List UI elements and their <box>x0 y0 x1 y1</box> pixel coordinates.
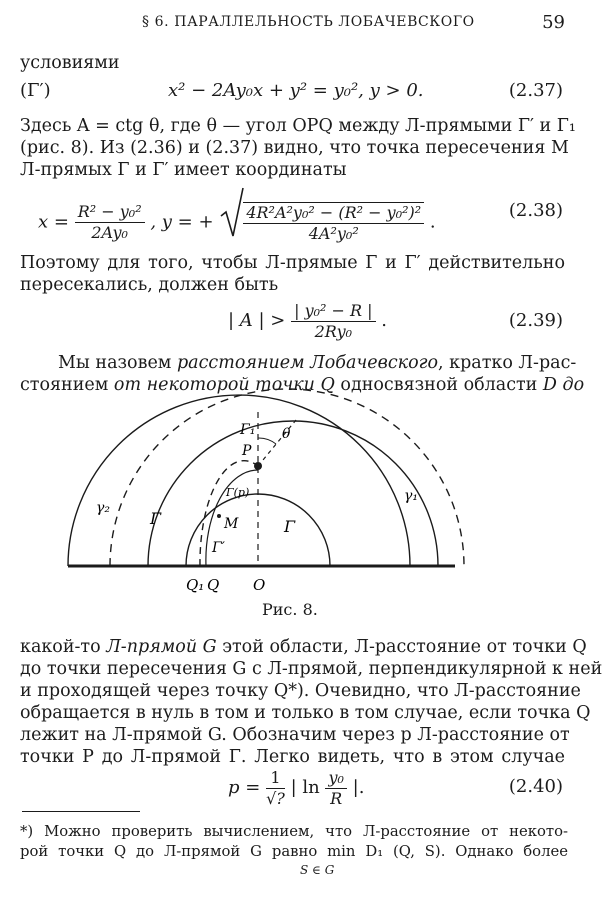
term-lobachevsky-distance: расстоянием Лобачевского <box>176 353 439 373</box>
eq-2-37: x² − 2Ay₀x + y² = y₀², y > 0. <box>168 80 424 101</box>
term-from-point: от некоторой точки Q <box>113 375 335 395</box>
radical-sign <box>219 186 245 259</box>
point-p <box>254 462 262 470</box>
text-line: Поэтому для того, чтобы Л-прямые Γ и Γ′ действительно <box>20 253 565 273</box>
text-span: какой-то <box>20 637 107 657</box>
label-gamma1: γ₁ <box>404 488 418 504</box>
text-line: Здесь A = ctg θ, где θ — угол OPQ между Л-прямыми Γ′ и Γ₁ <box>20 116 576 136</box>
eq-2-40-log-numerator: y₀ <box>325 768 346 789</box>
section-title: § 6. ПАРАЛЛЕЛЬНОСТЬ ЛОБАЧЕВСКОГО <box>142 14 475 30</box>
text-line: точки P до Л-прямой Γ. Легко видеть, что в этом случае <box>20 747 565 767</box>
figure-8 <box>0 400 579 600</box>
label-q: Q <box>207 576 220 594</box>
label-theta: θ <box>282 426 291 442</box>
eq-2-40-lhs: p = <box>228 777 261 798</box>
text-line <box>20 636 587 658</box>
eq-2-38-x-fraction <box>75 202 145 243</box>
eq-2-40-denominator: √? <box>266 788 285 808</box>
eq-2-38-y-fraction <box>243 202 424 244</box>
eq-2-38-y: , y = + <box>150 211 214 233</box>
text-line <box>20 352 577 374</box>
semicircle-gamma-dashed <box>110 389 464 566</box>
text-line: и проходящей через точку Q*). Очевидно, что Л-расстояние <box>20 681 581 701</box>
eq-2-40-numerator: 1 <box>266 768 285 789</box>
footnote-subscript: S ∈ G <box>300 863 335 877</box>
label-m: M <box>224 516 239 532</box>
eq-2-39-denominator: 2Ry₀ <box>314 321 353 341</box>
eq-2-40-log-denominator: R <box>330 788 343 808</box>
eq-2-38-x-denominator: 2Ay₀ <box>91 223 128 242</box>
text-line <box>20 374 585 396</box>
label-o: O <box>253 576 266 594</box>
eq-2-40-log-fraction <box>325 768 346 809</box>
text-line: лежит на Л-прямой G. Обозначим через p Л-расстояние от <box>20 725 570 745</box>
label-gamma1-top: Γ₁ <box>240 422 256 438</box>
eq-2-38-y-denominator: 4A²y₀² <box>308 223 359 243</box>
running-header <box>0 12 579 36</box>
eq-2-38-x: x = <box>38 211 69 233</box>
eq-2-38: x = $\frac{\text{R² − y₀²}}{\text{2Ay₀}}$ , y = + $\frac{\text{4R²A²y₀² − (R² − y₀²)²}}{\text{4A²y₀²}}$ . <box>38 186 436 238</box>
eq-2-40-number: (2.40) <box>508 776 563 797</box>
eq-2-39-fraction <box>291 301 375 342</box>
eq-2-39-numerator: | y₀² − R | <box>291 301 375 322</box>
radical-icon <box>219 186 245 238</box>
eq-2-38-number: (2.38) <box>508 200 563 221</box>
eq-2-37-label: (Γ′) <box>20 80 51 101</box>
figure-caption: Рис. 8. <box>262 600 318 619</box>
angle-arc <box>258 438 276 444</box>
label-q1: Q₁ <box>186 576 205 594</box>
text-line: условиями <box>20 53 120 73</box>
text-line: пересекались, должен быть <box>20 275 279 295</box>
term-l-line: Л-прямой G <box>106 637 217 657</box>
footnote-line: *) Можно проверить вычислением, что Л-расстояние от некото- <box>20 823 568 840</box>
eq-2-38-y-numerator: 4R²A²y₀² − (R² − y₀²)² <box>243 203 424 224</box>
label-gamma-right: Γ <box>284 517 296 536</box>
text-line: до точки пересечения G с Л-прямой, перпендикулярной к ней <box>20 659 602 679</box>
footnote-rule <box>22 811 140 812</box>
footnote-line: рой точки Q до Л-прямой G равно min D₁ (Q, S). Однако более <box>20 843 568 860</box>
label-right-angle: Γ(p) <box>226 486 250 499</box>
text-span: Мы назовем <box>58 353 177 373</box>
semicircle-gamma2 <box>68 395 410 566</box>
text-line: Л-прямых Γ и Γ′ имеет координаты <box>20 160 347 180</box>
text-span: односвязной области <box>334 375 543 395</box>
text-span: стоянием <box>20 375 114 395</box>
label-p: P <box>242 443 252 459</box>
eq-2-39: | A | > $\frac{\text{| y₀² − R |}}{\text{2Ry₀}}$ . <box>228 300 388 341</box>
point-m <box>217 514 221 518</box>
eq-2-39-lhs: | A | > <box>228 310 286 331</box>
label-gamma-left: Γ <box>150 509 162 528</box>
text-span: этой области, Л-расстояние от точки Q <box>216 637 587 657</box>
text-line: (рис. 8). Из (2.36) и (2.37) видно, что точка пересечения M <box>20 138 569 158</box>
label-gamma2: γ₂ <box>96 500 110 516</box>
term-domain: D до <box>542 375 585 395</box>
eq-2-40 <box>228 766 364 810</box>
eq-2-40-fraction <box>266 768 285 809</box>
eq-2-40-rhs: | ln <box>290 777 320 798</box>
eq-2-37-number: (2.37) <box>508 80 563 101</box>
text-line: обращается в нуль в том и только в том случае, если точка Q <box>20 703 591 723</box>
eq-2-38-x-numerator: R² − y₀² <box>75 202 145 223</box>
label-gamma-prime: Γ′ <box>212 540 225 556</box>
text-span: , кратко Л-рас- <box>438 353 577 373</box>
page-number: 59 <box>542 12 565 33</box>
eq-2-39-number: (2.39) <box>508 310 563 331</box>
eq-2-40-end: |. <box>352 777 365 798</box>
